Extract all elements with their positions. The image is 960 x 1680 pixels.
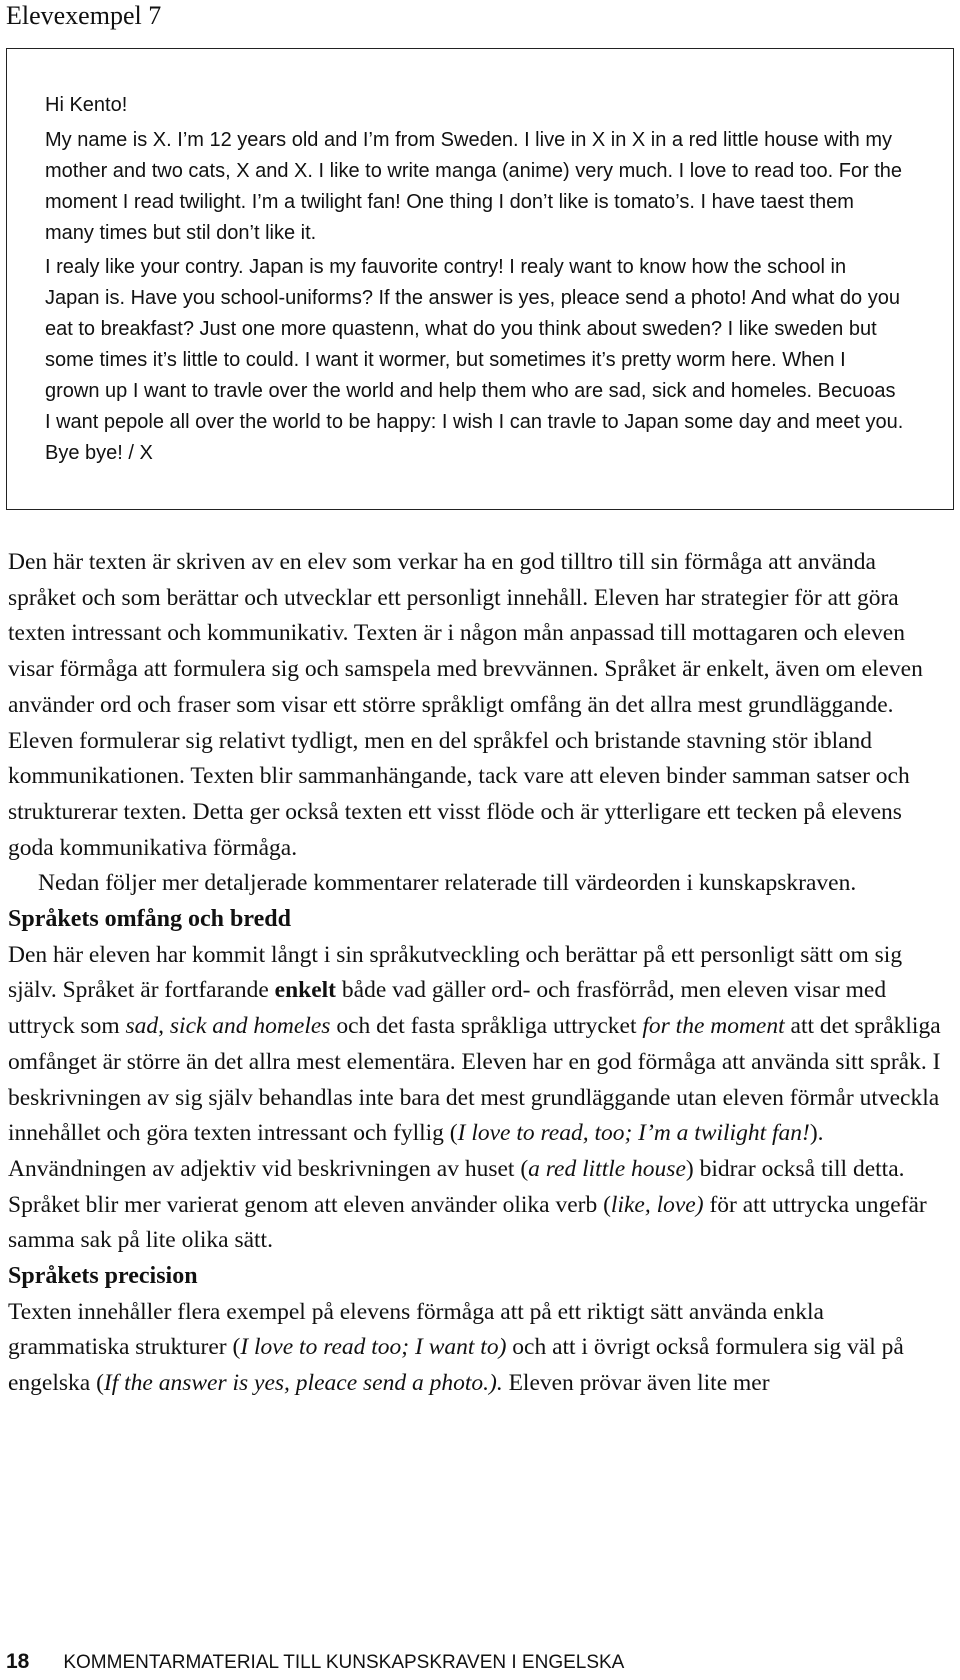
commentary-paragraph-1: Den här texten är skriven av en elev som verkar ha en god tilltro till sin förmåga att använda språket och som berättar och utvecklar ett personligt innehåll. Eleven har strategier för att göra texten intressant och kommunikativ. Texten är i någon mån anpassad till mottagaren och eleven visar förmåga att formulera sig och samspela med brevvännen. Språket är enkelt, även om eleven använder ord och fraser som visar ett större språkligt omfång än det allra mest grundläggande. Eleven formulerar sig relativt tydligt, men en del språkfel och bristande stavning stör ibland kommunikationen. Texten blir sammanhängande, tack vare att eleven binder samman satser och strukturerar texten. Detta ger också texten ett visst flöde och är ytterligare ett tecken på elevens goda kommunikativa förmåga. [8,549,923,861]
section-paragraph-omfang: Den här eleven har kommit långt i sin språkutveckling och berättar på ett personligt sätt om sig själv. Språket är fortfarande enkelt både vad gäller ord- och frasförråd, men eleven visar med uttryck som sad, sick and homeles och det fasta språkliga uttrycket for the moment att det språkliga omfånget är större än det allra mest elementära. Eleven har en god förmåga att använda sitt språk. I beskrivningen av sig själv behandlas inte bara det mest grundläggande utan eleven förmår utveckla innehållet och göra texten intressant och fyllig (I love to read, too; I’m a twilight fan!). Användningen av adjektiv vid beskrivningen av huset (a red little house) bidrar också till detta. Språket blir mer varierat genom att eleven använder olika verb (like, love) för att uttrycka ungefär samma sak på lite olika sätt. [8,941,941,1254]
letter-paragraph-1: My name is X. I’m 12 years old and I’m from Sweden. I live in X in X in a red little house with my mother and two cats, X and X. I like to write manga (anime) very much. I love to read too. For the moment I read twilight. I’m a twilight fan! One thing I don’t like is tomato’s. I have taest them many times but stil don’t like it. [45,129,903,244]
page-number: 18 [6,1650,30,1673]
section-paragraph-precision: Texten innehåller flera exempel på elevens förmåga att på ett riktigt sätt använda enkla grammatiska strukturer (I love to read too; I want to) och att i övrigt också formulera sig väl på engelska (If the answer is yes, pleace send a photo.). Eleven prövar även lite mer [8,1298,904,1397]
page-footer [6,1650,624,1675]
commentary-text [8,545,948,1402]
section-heading-omfang: Språkets omfång och bredd [8,906,291,933]
commentary-paragraph-2: Nedan följer mer detaljerade kommentarer relaterade till värdeorden i kunskapskraven. [38,870,857,897]
footer-title: KOMMENTARMATERIAL TILL KUNSKAPSKRAVEN I ENGELSKA [63,1652,625,1673]
letter-paragraph-2: I realy like your contry. Japan is my fauvorite contry! I realy want to know how the school in Japan is. Have you school-uniforms? If the answer is yes, pleace send a photo! And what do you eat to breakfast? Just one more quastenn, what do you think about sweden? I like sweden but some times it’s little to could. I want it wormer, but sometimes it’s pretty worm here. When I grown up I want to travle over the world and help them who are sad, sick and homeles. Becuoas I want pepole all over the world to be happy: I wish I can travle to Japan some day and meet you. Bye bye! / X [45,256,904,464]
student-letter-box [6,48,954,510]
letter-greeting: Hi Kento! [45,94,128,116]
section-heading-precision: Språkets precision [8,1263,198,1290]
page-heading: Elevexempel 7 [6,1,162,30]
